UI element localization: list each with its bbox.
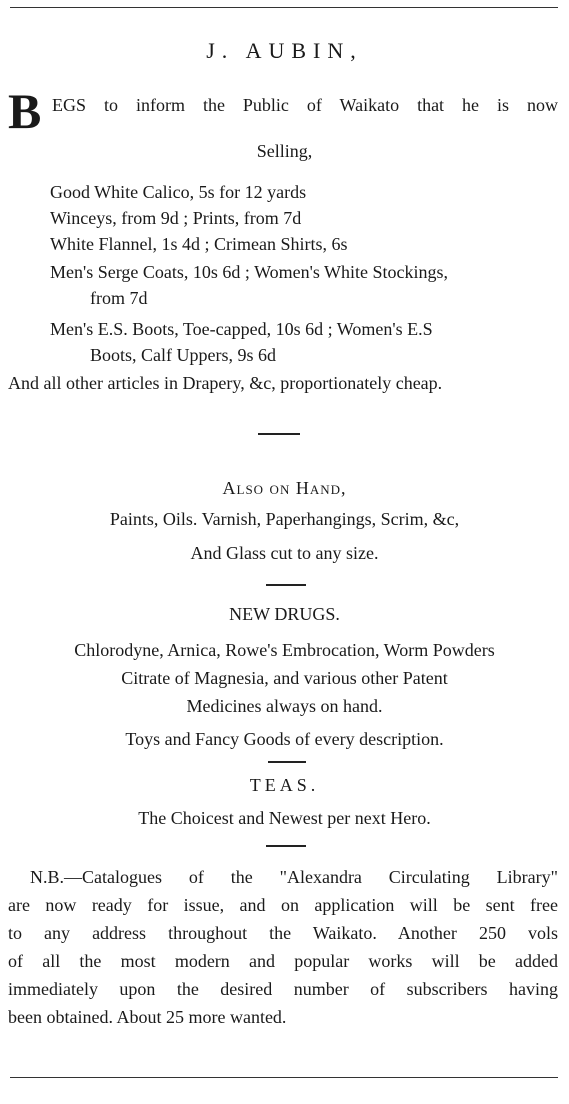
nb-line-4: of all the most modern and popular works will be added (8, 951, 558, 971)
goods-item-3: White Flannel, 1s 4d ; Crimean Shirts, 6s (50, 234, 348, 254)
drugs-heading: NEW DRUGS. (229, 604, 340, 624)
nb-line-5: immediately upon the desired number of subscribers having (8, 979, 558, 999)
intro-line-2: Selling, (256, 141, 313, 161)
bottom-rule (10, 1077, 558, 1078)
also-heading: Also on Hand, (222, 478, 347, 498)
drugs-line-4: Toys and Fancy Goods of every description. (125, 729, 444, 749)
intro-line-1: EGS to inform the Public of Waikato that he is now (52, 95, 558, 115)
teas-line-1: The Choicest and Newest per next Hero. (138, 808, 431, 828)
goods-item-2: Winceys, from 9d ; Prints, from 7d (50, 208, 302, 228)
goods-item-5-cont: Boots, Calf Uppers, 9s 6d (90, 345, 276, 365)
also-line-1: Paints, Oils. Varnish, Paperhangings, Scrim, &c, (109, 509, 460, 529)
goods-item-1: Good White Calico, 5s for 12 yards (50, 182, 307, 202)
nb-line-1: N.B.—Catalogues of the "Alexandra Circulating Library" (30, 867, 558, 887)
also-line-2: And Glass cut to any size. (190, 543, 379, 563)
separator-4 (266, 845, 306, 847)
nb-line-6: been obtained. About 25 more wanted. (8, 1007, 287, 1027)
separator-2 (266, 584, 306, 586)
separator-3 (268, 761, 306, 763)
teas-heading: TEAS. (249, 775, 320, 795)
goods-item-4-cont: from 7d (90, 288, 148, 308)
drop-cap: B (8, 83, 42, 139)
drugs-line-3: Medicines always on hand. (186, 696, 383, 716)
advertiser-name: J. AUBIN, (206, 38, 363, 63)
drugs-line-1: Chlorodyne, Arnica, Rowe's Embrocation, Worm Powders (74, 640, 495, 660)
top-rule (10, 7, 558, 8)
goods-item-4: Men's Serge Coats, 10s 6d ; Women's White Stockings, (50, 262, 449, 282)
drugs-line-2: Citrate of Magnesia, and various other Patent (121, 668, 448, 688)
goods-item-5: Men's E.S. Boots, Toe-capped, 10s 6d ; Women's E.S (50, 319, 433, 339)
separator-1 (258, 433, 300, 435)
goods-closing: And all other articles in Drapery, &c, proportionately cheap. (8, 373, 443, 393)
nb-line-2: are now ready for issue, and on application will be sent free (8, 895, 558, 915)
nb-line-3: to any address throughout the Waikato. Another 250 vols (8, 923, 558, 943)
